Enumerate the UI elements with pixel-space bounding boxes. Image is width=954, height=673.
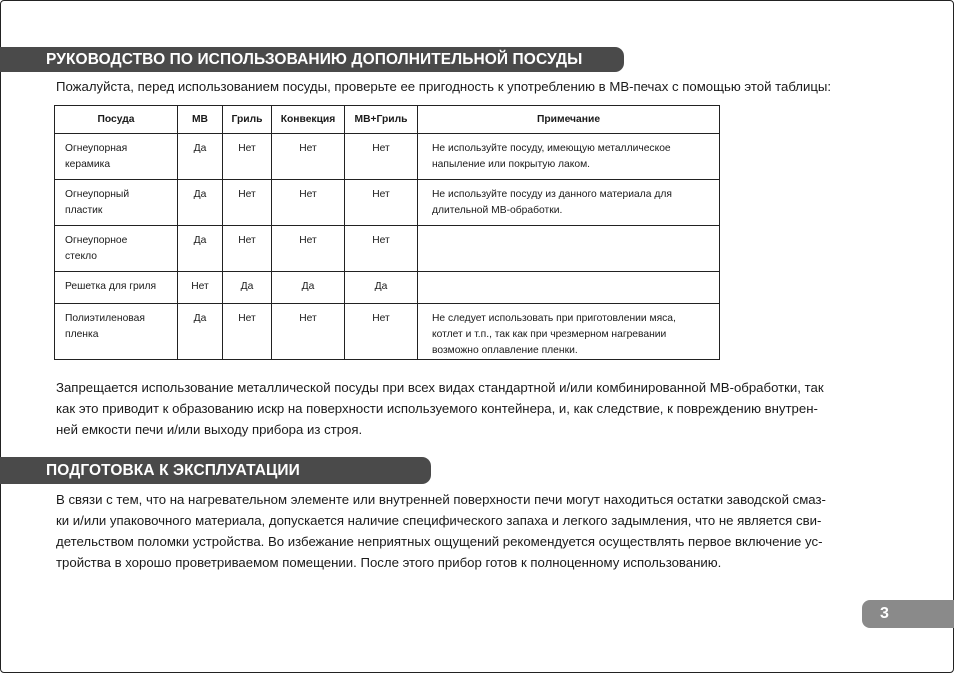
cell-mw-grill: Нет bbox=[345, 134, 418, 180]
cell-note bbox=[418, 226, 720, 272]
page-number: 3 bbox=[862, 600, 954, 628]
cell-convection: Нет bbox=[272, 226, 345, 272]
table-row bbox=[55, 134, 720, 180]
cell-convection: Нет bbox=[272, 134, 345, 180]
cell-grill: Нет bbox=[223, 180, 272, 226]
section-title: РУКОВОДСТВО ПО ИСПОЛЬЗОВАНИЮ ДОПОЛНИТЕЛЬНОЙ ПОСУДЫ bbox=[46, 50, 583, 68]
cell-note: Не используйте посуду из данного материала для длительной МВ-обработки. bbox=[418, 180, 720, 226]
section-header-preparation bbox=[0, 457, 431, 484]
cell-grill: Нет bbox=[223, 304, 272, 360]
cell-note bbox=[418, 272, 720, 304]
cell-mw: Да bbox=[178, 180, 223, 226]
header-convection: Конвекция bbox=[272, 106, 345, 134]
cell-note: Не используйте посуду, имеющую металлическое напыление или покрытую лаком. bbox=[418, 134, 720, 180]
cell-mw-grill: Нет bbox=[345, 180, 418, 226]
cell-mw-grill: Нет bbox=[345, 226, 418, 272]
cell-mw: Да bbox=[178, 226, 223, 272]
cell-note: Не следует использовать при приготовлении мяса, котлет и т.п., так как при чрезмерном нагревании возможно оплавление пленки. bbox=[418, 304, 720, 360]
table-header-row bbox=[55, 106, 720, 134]
header-note: Примечание bbox=[418, 106, 720, 134]
table-row bbox=[55, 304, 720, 360]
cell-cookware: Огнеупорное стекло bbox=[55, 226, 178, 272]
section-title: ПОДГОТОВКА К ЭКСПЛУАТАЦИИ bbox=[46, 461, 300, 479]
cell-convection: Нет bbox=[272, 304, 345, 360]
cell-grill: Нет bbox=[223, 226, 272, 272]
intro-text: Пожалуйста, перед использованием посуды, проверьте ее пригодность к употреблению в МВ-печах с помощью этой таблицы: bbox=[56, 79, 832, 94]
cell-cookware: Решетка для гриля bbox=[55, 272, 178, 304]
cell-mw-grill: Да bbox=[345, 272, 418, 304]
cell-mw: Нет bbox=[178, 272, 223, 304]
cell-mw: Да bbox=[178, 304, 223, 360]
section-header-cookware bbox=[0, 47, 624, 72]
table-row bbox=[55, 180, 720, 226]
table-row bbox=[55, 226, 720, 272]
cell-mw: Да bbox=[178, 134, 223, 180]
header-grill: Гриль bbox=[223, 106, 272, 134]
cookware-table bbox=[54, 105, 720, 360]
cell-cookware: Огнеупорный пластик bbox=[55, 180, 178, 226]
header-mw-grill: МВ+Гриль bbox=[345, 106, 418, 134]
header-cookware: Посуда bbox=[55, 106, 178, 134]
table-row bbox=[55, 272, 720, 304]
cell-cookware: Огнеупорная керамика bbox=[55, 134, 178, 180]
cell-mw-grill: Нет bbox=[345, 304, 418, 360]
preparation-text: В связи с тем, что на нагревательном элементе или внутренней поверхности печи могут находиться остатки заводской смаз- ки и/или упаковочного материала, допускается наличие специфического запаха и легкого задымления, что не является сви- детельством поломки устройства. Во избежание неприятных ощущений рекомендуется осуществлять первое включение ус- тройства в хорошо проветриваемом помещении. После этого прибор готов к полноценному использованию. bbox=[56, 492, 826, 570]
cell-grill: Нет bbox=[223, 134, 272, 180]
cell-convection: Да bbox=[272, 272, 345, 304]
cell-convection: Нет bbox=[272, 180, 345, 226]
metal-warning-text: Запрещается использование металлической посуды при всех видах стандартной и/или комбинированной МВ-обработки, так как это приводит к образованию искр на поверхности используемого контейнера, и, как следствие, к повреждению внутрен- ней емкости печи и/или выходу прибора из строя. bbox=[56, 380, 824, 437]
cell-grill: Да bbox=[223, 272, 272, 304]
header-mw: МВ bbox=[178, 106, 223, 134]
cell-cookware: Полиэтиленовая пленка bbox=[55, 304, 178, 360]
